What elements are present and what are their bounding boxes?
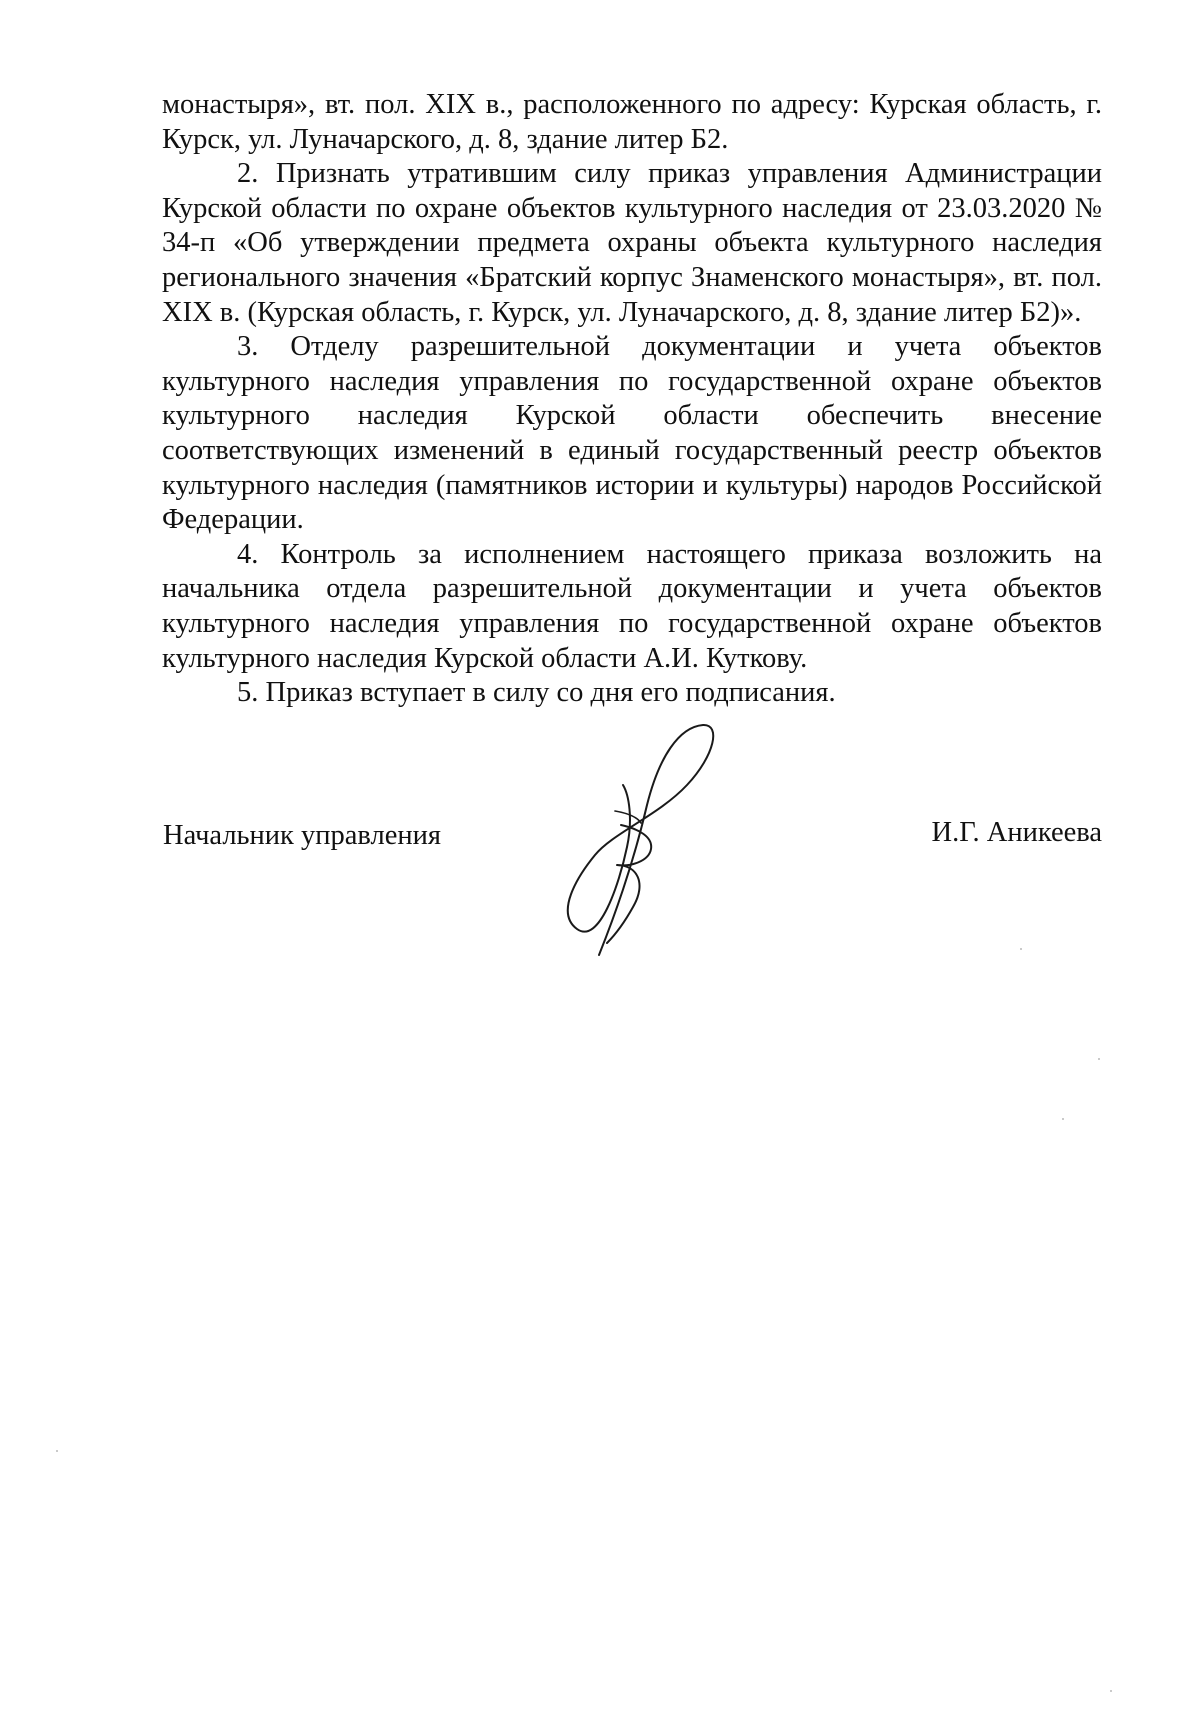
paragraph-item-2: 2. Признать утратившим силу приказ управления Администрации Курской области по охране объектов культурного наследия от 23.03.2020 № 34-п «Об утверждении предмета охраны объекта культурного наследия регионального значения «Братский корпус Знаменского монастыря», вт. пол. XIX в. (Курская область, г. Курск, ул. Луначарского, д. 8, здание литер Б2)». bbox=[162, 158, 1102, 328]
scan-speck bbox=[1098, 1058, 1100, 1060]
scan-speck bbox=[56, 1450, 58, 1452]
scan-speck bbox=[1020, 948, 1022, 950]
handwritten-signature bbox=[555, 715, 735, 965]
paragraph-item-3: 3. Отделу разрешительной документации и учета объектов культурного наследия управления по государственной охране объектов культурного наследия Курской области обеспечить внесение соответствующих изменений в единый государственный реестр объектов культурного наследия (памятников истории и культуры) народов Российской Федерации. bbox=[162, 331, 1102, 536]
signer-position-title: Начальник управления bbox=[163, 820, 441, 851]
paragraph-item-5: 5. Приказ вступает в силу со дня его подписания. bbox=[237, 677, 836, 709]
scan-speck bbox=[1110, 1690, 1112, 1692]
paragraph-continuation: монастыря», вт. пол. XIX в., расположенного по адресу: Курская область, г. Курск, ул. Луначарского, д. 8, здание литер Б2. bbox=[162, 89, 1102, 155]
scan-speck bbox=[1062, 1118, 1064, 1120]
document-body bbox=[162, 88, 1102, 711]
paragraph-item-4: 4. Контроль за исполнением настоящего приказа возложить на начальника отдела разрешительной документации и учета объектов культурного наследия управления по государственной охране объектов культурного наследия Курской области А.И. Куткову. bbox=[162, 538, 1102, 674]
signer-name: И.Г. Аникеева bbox=[931, 817, 1102, 848]
